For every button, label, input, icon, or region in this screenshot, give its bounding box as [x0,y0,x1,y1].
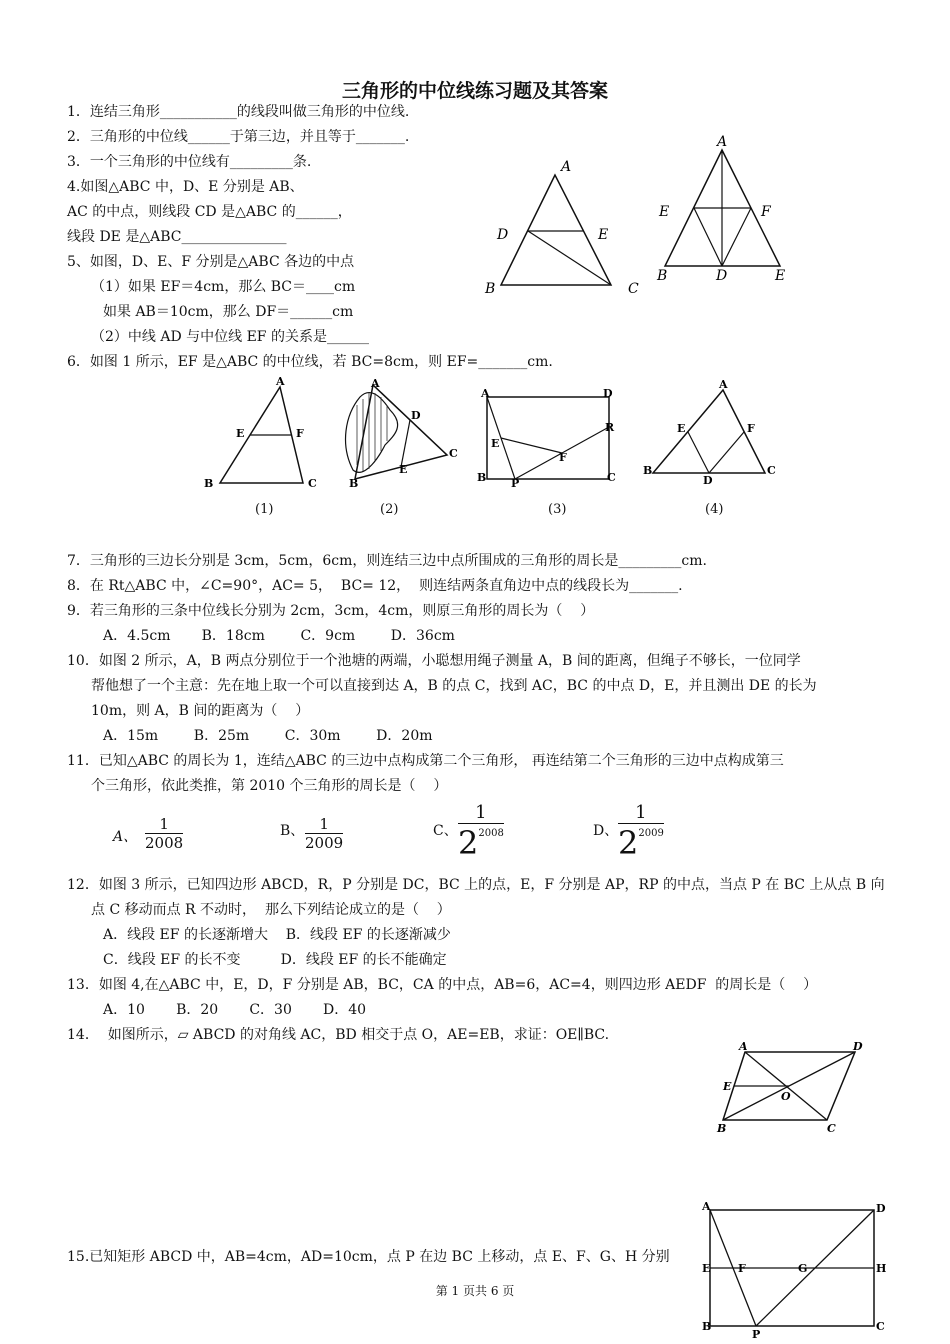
question-10-line-3: 10m，则 A，B 间的距离为（ ） [91,703,310,719]
figure-2-caption: (2) [380,502,399,517]
q11-option-a-label: A、 [113,829,138,845]
svg-text:B: B [643,464,653,477]
svg-text:F: F [761,204,771,220]
svg-text:A: A [719,378,728,391]
svg-text:A: A [717,134,728,150]
svg-text:F: F [738,1262,746,1275]
svg-text:C: C [607,471,616,484]
svg-text:C: C [628,281,639,297]
svg-text:B: B [349,477,359,490]
svg-text:D: D [497,227,509,243]
figure-3-rectangle [475,385,625,490]
figure-2-pond [335,375,465,495]
question-8: 8．在 Rt△ABC 中，∠C=90°，AC= 5， BC= 12， 则连结两条直角边中点的线段长为_______. [67,578,683,594]
svg-text:B: B [717,1122,727,1135]
svg-text:O: O [781,1090,791,1103]
q11-option-b-fraction [305,815,343,852]
q11-option-a-numerator: 1 [145,815,183,834]
q11-option-d-numerator: 1 [618,802,664,824]
figure-1-triangle [200,375,325,495]
question-13: 13．如图 4,在△ABC 中，E，D，F 分别是 AB，BC，CA 的中点，AB=6，AC=4，则四边形 AEDF 的周长是（ ） [67,977,818,993]
question-2: 2．三角形的中位线______于第三边，并且等于_______. [67,129,410,145]
svg-text:B: B [485,281,496,297]
rectangle-figure-q15 [698,1200,888,1340]
svg-text:F: F [559,451,567,464]
question-13-options: A．10 B．20 C．30 D．40 [103,1002,367,1018]
question-3: 3．一个三角形的中位线有_________条. [67,154,312,170]
svg-text:A: A [481,387,490,400]
svg-text:P: P [752,1328,761,1341]
svg-text:D: D [853,1040,863,1053]
svg-text:E: E [659,204,670,220]
q11-option-b-numerator: 1 [305,815,343,834]
svg-text:P: P [511,477,520,490]
svg-text:D: D [603,387,613,400]
question-4-line-3: 线段 DE 是△ABC_______________ [67,229,287,245]
question-10-options: A．15m B．25m C．30m D．20m [103,728,433,744]
svg-text:D: D [876,1202,886,1215]
question-14: 14． 如图所示，▱ ABCD 的对角线 AC，BD 相交于点 O，AE=EB，求证：OE∥BC. [67,1027,610,1043]
svg-text:H: H [876,1262,887,1275]
question-12-options-2: C．线段 EF 的长不变 D．线段 EF 的长不能确定 [103,952,447,968]
question-1: 1．连结三角形___________的线段叫做三角形的中位线. [67,104,410,120]
figure-4-triangle [643,378,776,493]
svg-text:F: F [747,422,755,435]
question-9: 9．若三角形的三条中位线长分别为 2cm，3cm，4cm，则原三角形的周长为（ ） [67,603,595,619]
question-5-line-2: （1）如果 EF＝4cm，那么 BC＝____cm [91,279,356,295]
question-5-line-3: 如果 AB＝10cm，那么 DF＝______cm [103,304,354,320]
triangle-figure-q5 [655,130,795,285]
svg-text:D: D [411,409,421,422]
svg-text:G: G [798,1262,808,1275]
q11-option-a-fraction [145,815,183,852]
svg-text:C: C [876,1320,885,1333]
question-9-options: A．4.5cm B．18cm C．9cm D．36cm [103,628,455,644]
svg-text:E: E [491,437,500,450]
question-10-line-2: 帮他想了一个主意：先在地上取一个可以直接到达 A，B 的点 C，找到 AC，BC 的中点 D，E，并且测出 DE 的长为 [91,678,817,694]
svg-text:D: D [716,268,728,284]
svg-text:B: B [702,1320,712,1333]
svg-text:E: E [236,427,245,440]
svg-text:C: C [827,1122,836,1135]
question-12-options-1: A．线段 EF 的长逐渐增大 B．线段 EF 的长逐渐减少 [103,927,451,943]
q11-option-d-fraction [618,802,664,862]
svg-text:E: E [399,463,408,476]
triangle-figure-q4 [483,155,653,300]
svg-text:F: F [296,427,304,440]
question-5-line-1: 5、如图，D、E、F 分别是△ABC 各边的中点 [67,254,355,270]
svg-text:A: A [276,375,285,388]
svg-text:C: C [767,464,776,477]
svg-text:A: A [561,159,572,175]
q11-option-d-exponent: 2009 [638,828,664,839]
svg-text:E: E [677,422,686,435]
question-12-line-2: 点 C 移动而点 R 不动时， 那么下列结论成立的是（ ） [91,902,451,918]
q11-option-a-denominator: 2008 [145,834,184,852]
q11-option-d-base: 2 [618,824,639,862]
parallelogram-figure-q14 [715,1040,875,1135]
figure-1-caption: (1) [255,502,274,517]
page-footer: 第 1 页共 6 页 [435,1284,515,1298]
svg-text:E: E [702,1262,711,1275]
question-5-line-4: （2）中线 AD 与中位线 EF 的关系是______ [91,329,369,345]
figure-4-caption: (4) [705,502,724,517]
q11-option-c-exponent: 2008 [478,828,504,839]
question-12-line-1: 12．如图 3 所示，已知四边形 ABCD，R，P 分别是 DC，BC 上的点，E，F 分别是 AP，RP 的中点，当点 P 在 BC 上从点 B 向 [67,877,885,893]
question-11-line-2: 个三角形，依此类推，第 2010 个三角形的周长是（ ） [91,778,448,794]
question-11-line-1: 11．已知△ABC 的周长为 1，连结△ABC 的三边中点构成第二个三角形， 再连结第二个三角形的三边中点构成第三 [67,753,784,769]
question-4-line-1: 4.如图△ABC 中，D、E 分别是 AB、 [67,179,304,195]
question-10-line-1: 10．如图 2 所示，A，B 两点分别位于一个池塘的两端，小聪想用绳子测量 A，B 间的距离，但绳子不够长，一位同学 [67,653,801,669]
svg-text:B: B [657,268,668,284]
q11-option-b-denominator: 2009 [305,834,344,852]
page-title: 三角形的中位线练习题及其答案 [341,80,608,102]
svg-text:E: E [723,1080,732,1093]
question-6: 6．如图 1 所示，EF 是△ABC 的中位线，若 BC=8cm，则 EF=_______cm. [67,354,553,370]
svg-text:R: R [605,421,615,434]
svg-text:A: A [739,1040,748,1053]
q11-option-d-label: D、 [593,823,619,839]
svg-text:B: B [204,477,214,490]
question-15: 15.已知矩形 ABCD 中，AB=4cm，AD=10cm，点 P 在边 BC 上移动，点 E、F、G、H 分别 [67,1249,670,1265]
svg-text:B: B [477,471,487,484]
svg-text:C: C [308,477,317,490]
q11-option-c-base: 2 [458,824,479,862]
q11-option-c-fraction [458,802,504,862]
q11-option-c-label: C、 [433,823,458,839]
figure-3-caption: (3) [548,502,567,517]
question-7: 7．三角形的三边长分别是 3cm，5cm，6cm，则连结三边中点所围成的三角形的周长是_________cm. [67,553,707,569]
svg-text:D: D [703,474,713,487]
q11-option-c-numerator: 1 [458,802,504,824]
svg-text:C: C [449,447,458,460]
question-4-line-2: AC 的中点，则线段 CD 是△ABC 的______， [67,204,352,220]
svg-text:E: E [775,268,786,284]
q11-option-b-label: B、 [280,823,305,839]
svg-text:A: A [371,377,380,390]
svg-text:E: E [598,227,609,243]
svg-text:A: A [702,1200,711,1213]
